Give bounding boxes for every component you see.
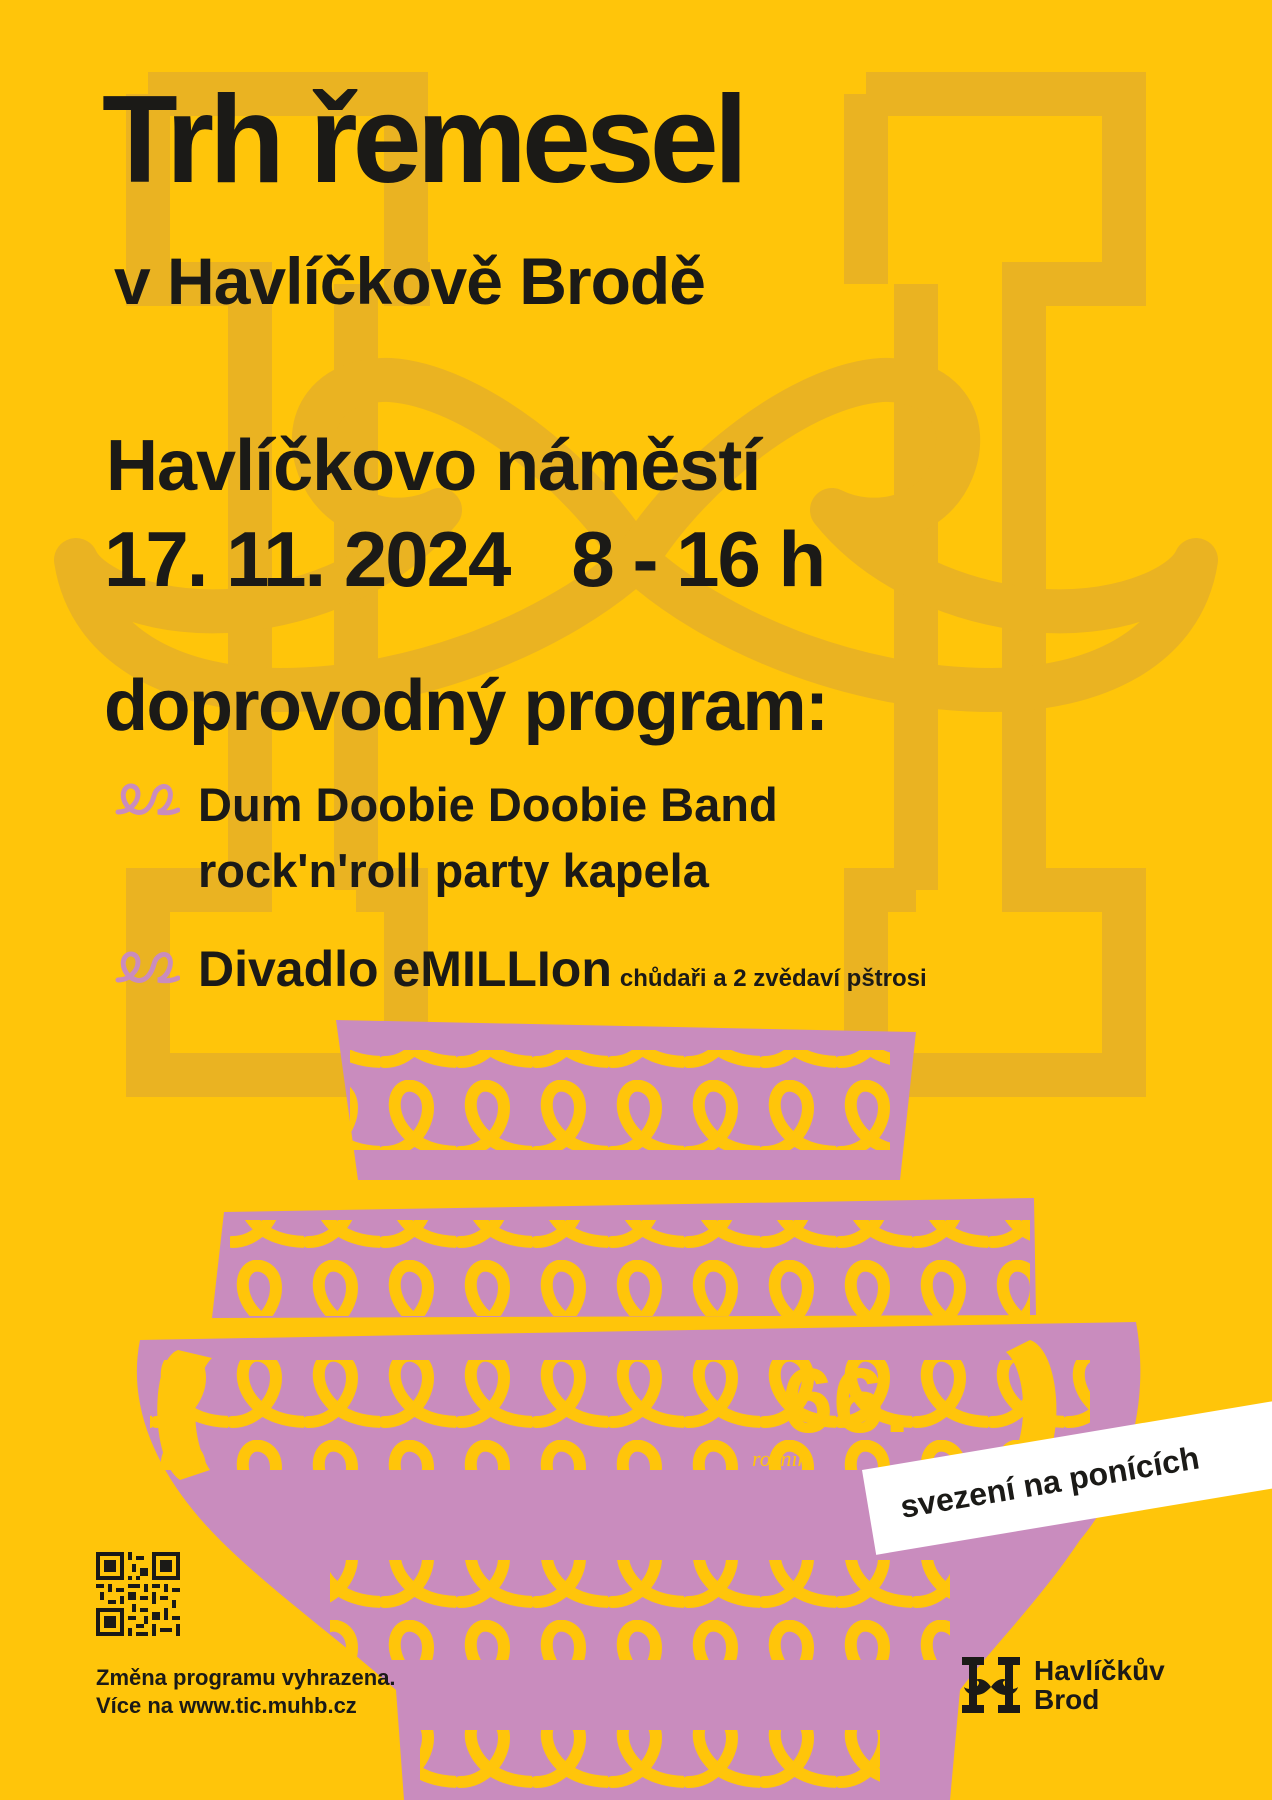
edition-label: ročník [752,1446,808,1471]
program-item-note: chůdaři a 2 zvědaví pštrosi [619,965,927,992]
event-time: 8 - 16 h [571,515,825,603]
program-item-text [198,938,927,1010]
footer-note [96,1664,396,1720]
logo-text [1034,1656,1165,1714]
program-item-text [198,772,778,904]
program-change-note: Změna programu vyhrazena. [96,1665,396,1690]
city-logo [962,1656,1165,1714]
program-item-title: Dum Doobie Doobie Band [198,778,778,831]
loop-bullet-icon [114,782,180,822]
poster-title: Trh řemesel [102,71,744,209]
logo-line1: Havlíčkův [1034,1655,1165,1686]
program-item-title: Divadlo eMILLIon [198,941,612,997]
more-info-link[interactable]: Více na www.tic.muhb.cz [96,1693,357,1718]
logo-line2: Brod [1034,1684,1100,1715]
loop-bullet-icon [114,950,180,990]
edition-number: 66. [782,1350,910,1452]
havlickuv-brod-logo-icon [962,1657,1020,1713]
program-heading: doprovodný program: [104,666,828,746]
event-date: 17. 11. 2024 [104,515,510,603]
program-item-description: rock'n'roll party kapela [198,844,709,897]
ribbon-text: svezení na ponících [897,1438,1202,1525]
venue: Havlíčkovo náměstí [106,426,761,506]
date-time [104,515,825,603]
poster-subtitle: v Havlíčkově Brodě [114,244,705,318]
qr-code[interactable] [96,1552,180,1636]
